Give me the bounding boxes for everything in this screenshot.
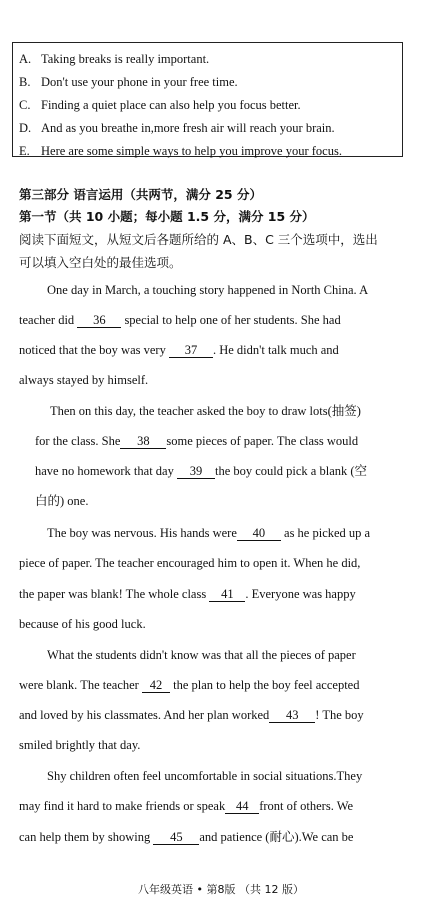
passage-line: One day in March, a touching story happened in North China. A [47, 283, 369, 297]
blank-39: 39 [177, 464, 215, 479]
blank-42: 42 [142, 678, 170, 693]
blank-43: 43 [269, 708, 315, 723]
passage-line: for the class. She 38 some pieces of paper. The class would [35, 434, 359, 448]
passage-line: noticed that the boy was very 37 . He didn't talk much and [19, 343, 339, 357]
blank-41: 41 [209, 587, 245, 602]
passage-line: 白的) one. [35, 494, 89, 508]
passage-line: have no homework that day 39 the boy could pick a blank (空 [35, 464, 368, 478]
option-c: C. Finding a quiet place can also help you focus better. [19, 98, 301, 112]
blank-44: 44 [225, 799, 259, 814]
passage-line: and loved by his classmates. And her plan worked 43 ! The boy [19, 708, 364, 722]
option-e: E. Here are some simple ways to help you improve your focus. [19, 144, 342, 158]
passage-line: piece of paper. The teacher encouraged him to open it. When he did, [19, 556, 361, 570]
blank-45: 45 [153, 830, 199, 845]
instruction-line-1: 阅读下面短文，从短文后各题所给的 A、B、C 三个选项中，选出 [19, 232, 378, 247]
part-title: 第三部分 语言运用（共两节，满分 25 分） [19, 187, 262, 202]
blank-38: 38 [120, 434, 166, 449]
passage-line: What the students didn't know was that all the pieces of paper [47, 648, 356, 662]
passage-line: were blank. The teacher 42 the plan to help the boy feel accepted [19, 678, 360, 692]
passage-line: may find it hard to make friends or speak 44 front of others. We [19, 799, 354, 813]
passage-line: can help them by showing 45 and patience (耐心).We can be [19, 830, 354, 844]
passage-line: Then on this day, the teacher asked the boy to draw lots(抽签) [50, 404, 361, 418]
page-footer: 八年级英语 • 第8版 （共 12 版） [138, 883, 304, 896]
blank-40: 40 [237, 526, 281, 541]
option-a: A. Taking breaks is really important. [19, 52, 210, 66]
passage-line: smiled brightly that day. [19, 738, 141, 752]
blank-37: 37 [169, 343, 213, 358]
passage-line: the paper was blank! The whole class 41 . Everyone was happy [19, 587, 356, 601]
section-subtitle: 第一节（共 10 小题；每小题 1.5 分，满分 15 分） [19, 209, 315, 224]
option-b: B. Don't use your phone in your free time. [19, 75, 238, 89]
passage-line: Shy children often feel uncomfortable in social situations.They [47, 769, 363, 783]
passage-line: always stayed by himself. [19, 373, 149, 387]
blank-36: 36 [77, 313, 121, 328]
passage-line: The boy was nervous. His hands were 40 as he picked up a [47, 526, 371, 540]
option-d: D. And as you breathe in,more fresh air will reach your brain. [19, 121, 335, 135]
passage-line: because of his good luck. [19, 617, 146, 631]
instruction-line-2: 可以填入空白处的最佳选项。 [19, 255, 182, 270]
passage-line: teacher did 36 special to help one of her students. She had [19, 313, 341, 327]
